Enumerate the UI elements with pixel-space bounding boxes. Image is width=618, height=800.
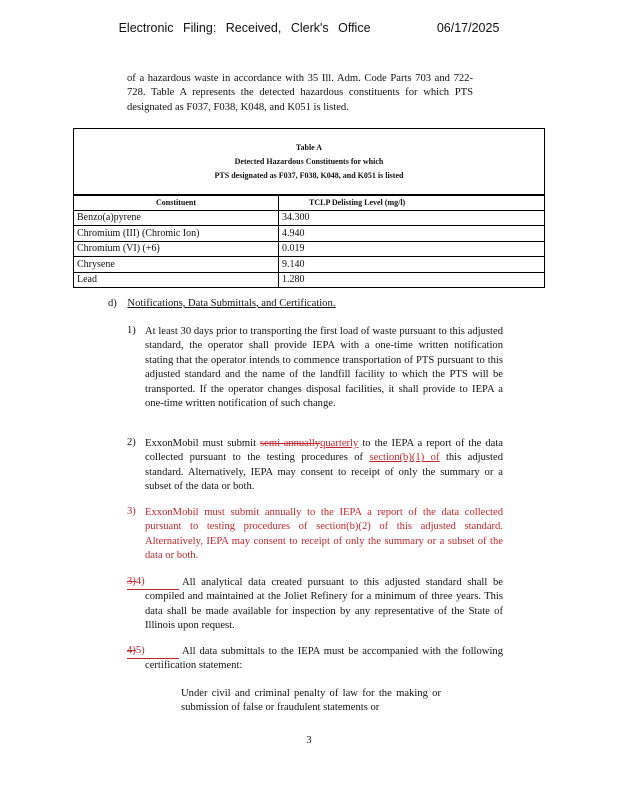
col-tclp-header: TCLP Delisting Level (mg/l) xyxy=(279,195,545,211)
table-row xyxy=(74,241,545,257)
item-1-number: 1) xyxy=(127,325,136,336)
table-row xyxy=(74,210,545,226)
item-4-text: All analytical data created pursuant to this adjusted standard shall be compiled and maintained at the Joliet Refinery for a minimum of three years. This data shall be made available for inspection by any representative of the State of Illinois upon request. xyxy=(145,577,503,632)
item-5-new-number: 5) xyxy=(135,645,145,656)
section-d-label: d) xyxy=(108,298,117,309)
tclp-cell: 34.300 xyxy=(279,210,545,226)
item-3-number: 3) xyxy=(127,506,136,517)
col-constituent-header: Constituent xyxy=(74,195,279,211)
item-1-text: At least 30 days prior to transporting the first load of waste pursuant to this adjusted standard, the operator shall provide IEPA with a one-time written notification stating that the operator intends to commence transportation of PTS pursuant to this adjusted standard and the name of the landfill facility to which the PTS will be transported. If the operator changes disposal facilities, it shall provide to IEPA a one-time written notification of such change. xyxy=(145,326,503,410)
table-caption-line3: PTS designated as F037, F038, K048, and K051 is listed xyxy=(214,171,404,180)
tclp-cell: 0.019 xyxy=(279,241,545,257)
constituent-cell: Chromium (VI) (+6) xyxy=(74,241,279,257)
item-2-part-b: to the IEPA a report of the data collected pursuant to the testing procedures of xyxy=(145,438,503,464)
item-2-inserted-text: quarterly xyxy=(320,438,359,449)
filing-header-date: 06/17/2025 xyxy=(436,21,500,35)
constituent-cell: Lead xyxy=(74,272,279,288)
item-2-inserted-section: section(b)(1) of xyxy=(369,452,440,464)
table-row xyxy=(74,272,545,288)
constituents-table xyxy=(73,194,545,288)
item-4-old-number: 3) xyxy=(127,576,136,587)
intro-paragraph: of a hazardous waste in accordance with 35 Ill. Adm. Code Parts 703 and 722-728. Table A represents the detected hazardous constituents for which PTS designated as F037, F038, K048, and K051 is listed. xyxy=(127,73,473,113)
tclp-cell: 4.940 xyxy=(279,226,545,242)
item-2-text xyxy=(145,437,503,495)
item-2-deleted-text: semi-annually xyxy=(260,438,321,449)
certification-statement: Under civil and criminal penalty of law for the making or submission of false or fraudulent statements or xyxy=(181,688,441,714)
item-2-number: 2) xyxy=(127,437,136,448)
constituent-cell: Chrysene xyxy=(74,257,279,273)
constituent-cell: Chromium (III) (Chromic Ion) xyxy=(74,226,279,242)
item-3-text: ExxonMobil must submit annually to the IEPA a report of the data collected pursuant to testing procedures of section(b)(2) of this adjusted standard. Alternatively, IEPA may consent to receipt of only the summary or a subset of the data or both. xyxy=(145,507,503,562)
filing-header-label: Electronic Filing: Received, Clerk's Office xyxy=(118,21,371,35)
item-2-part-a: ExxonMobil must submit xyxy=(145,438,261,449)
section-d-title: Notifications, Data Submittals, and Certification. xyxy=(127,298,336,309)
table-caption xyxy=(73,128,545,196)
tclp-cell: 9.140 xyxy=(279,257,545,273)
table-header-row xyxy=(74,195,545,211)
constituent-cell: Benzo(a)pyrene xyxy=(74,210,279,226)
item-5-text: All data submittals to the IEPA must be accompanied with the following certification statement: xyxy=(145,646,503,672)
section-d-heading xyxy=(108,297,408,311)
filing-header xyxy=(0,21,618,35)
item-4-new-number: 4) xyxy=(135,576,145,587)
table-caption-title: Table A xyxy=(295,143,323,152)
table-row xyxy=(74,257,545,273)
item-2-part-c: this adjusted standard. Alternatively, IEPA may consent to receipt of only the summary or a subset of the data or both. xyxy=(145,452,503,493)
page-number: 3 xyxy=(306,735,312,746)
item-5-old-number: 4) xyxy=(127,645,136,656)
tclp-cell: 1.280 xyxy=(279,272,545,288)
table-caption-line2: Detected Hazardous Constituents for which xyxy=(234,157,384,166)
table-row xyxy=(74,226,545,242)
